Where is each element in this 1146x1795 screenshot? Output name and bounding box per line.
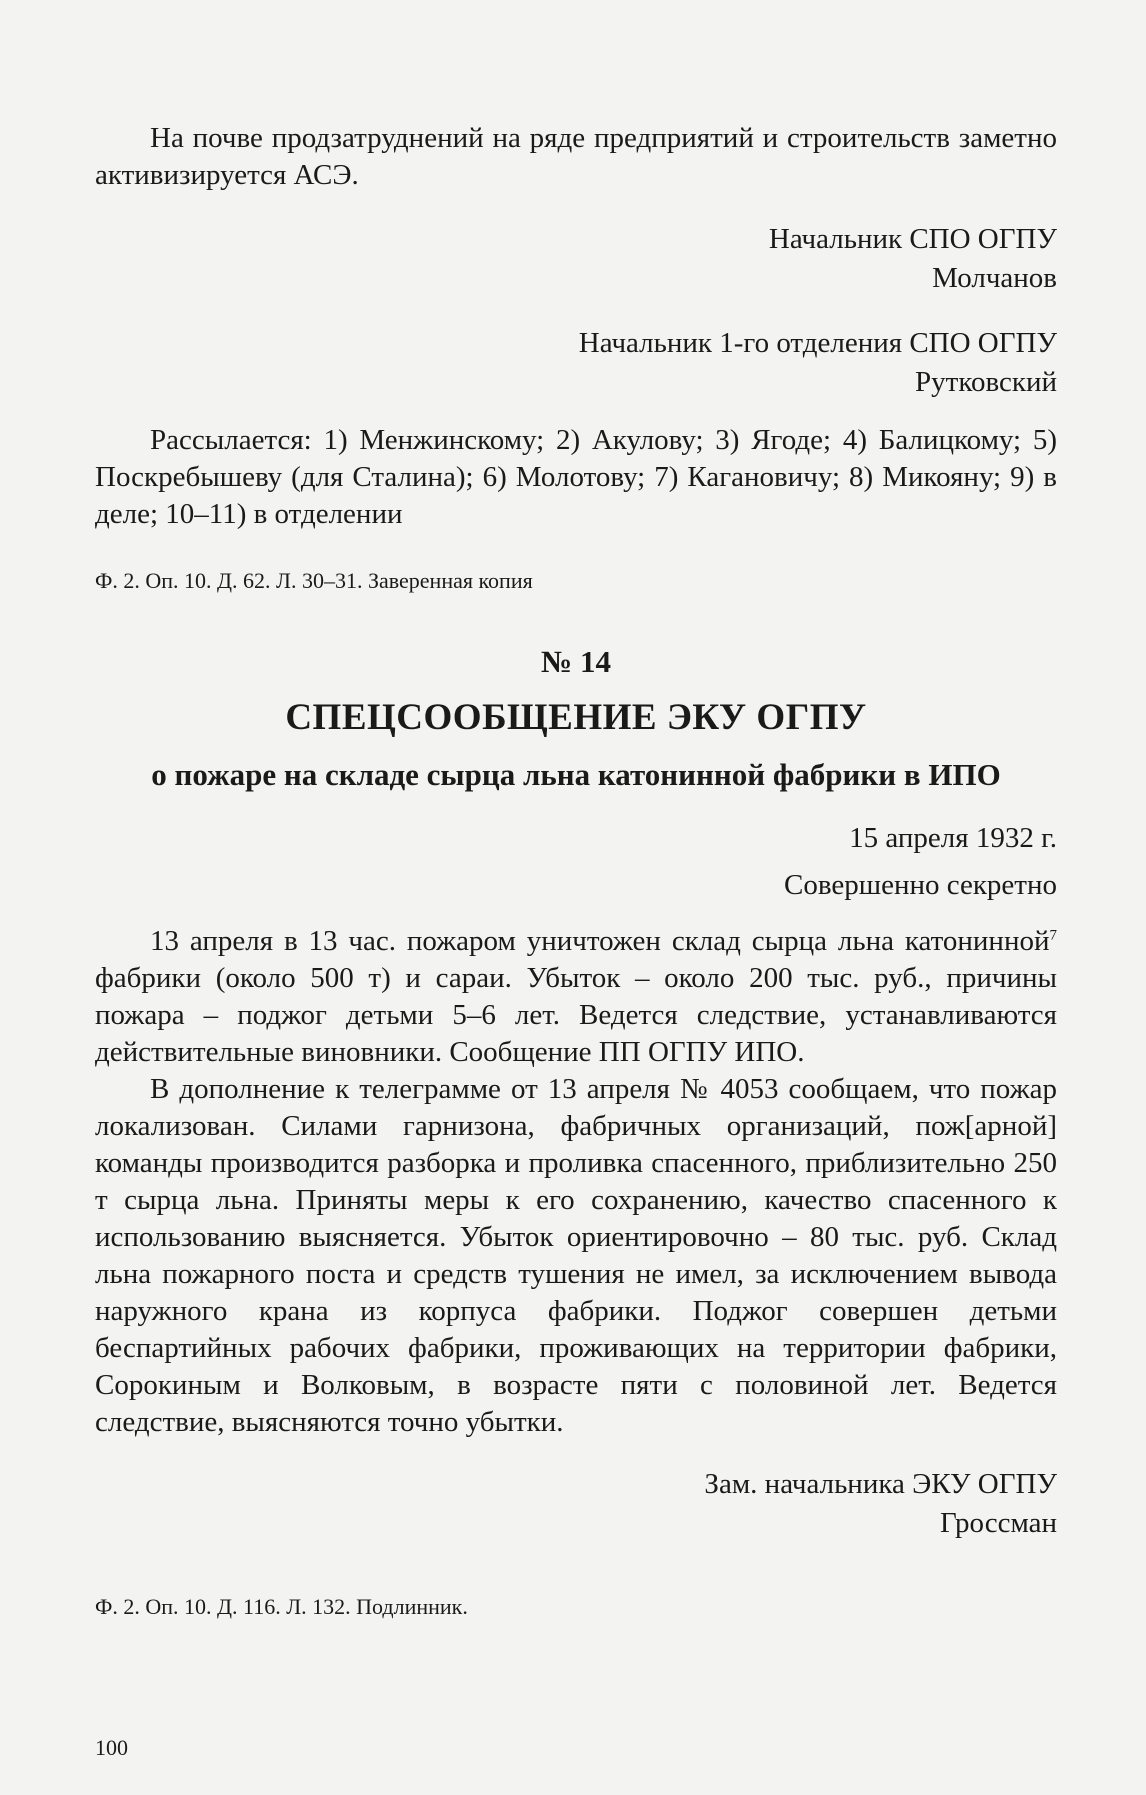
intro-paragraph: На почве продзатруднений на ряде предприятий и строительств заметно активизируется АСЭ. [95, 122, 1057, 191]
classification-stamp: Совершенно секретно [784, 869, 1057, 901]
signature-title: Начальник СПО ОГПУ [768, 223, 1057, 255]
paragraph-text: фабрики (около 500 т) и сараи. Убыток – около 200 тыс. руб., причины пожара – поджог детьми 5–6 лет. Ведется следствие, устанавливаются действительные виновники. Сообщение ПП ОГПУ ИПО. [95, 962, 1057, 1068]
signature-name: Молчанов [932, 262, 1057, 294]
signature-name: Гроссман [940, 1507, 1057, 1539]
document-title: СПЕЦСООБЩЕНИЕ ЭКУ ОГПУ [285, 697, 867, 738]
page-content [95, 120, 1057, 1621]
distribution-list: Рассылается: 1) Менжинскому; 2) Акулову; 3) Ягоде; 4) Балицкому; 5) Поскребышеву (для Сталина); 6) Молотову; 7) Кагановичу; 8) Микояну; 9) в деле; 10–11) в отделении [95, 424, 1057, 530]
signature-block-3 [95, 1465, 1057, 1543]
footnote-marker: 7 [1049, 927, 1057, 944]
archive-source: Ф. 2. Оп. 10. Д. 62. Л. 30–31. Заверенная копия [95, 568, 533, 593]
report-paragraph-2: В дополнение к телеграмме от 13 апреля № 4053 сообщаем, что пожар локализован. Силами гарнизона, фабричных организаций, пож[арной] команды производится разборка и проливка спасенного, приблизительно 250 т сырца льна. Приняты меры к его сохранению, качество спасенного к использованию выясняется. Убыток ориентировочно – 80 тыс. руб. Склад льна пожарного поста и средств тушения не имел, за исключением вывода наружного крана из корпуса фабрики. Поджог совершен детьми беспартийных рабочих фабрики, проживающих на территории фабрики, Сорокиным и Волковым, в возрасте пяти с половиной лет. Ведется следствие, выясняются точно убытки. [95, 1073, 1057, 1438]
report-paragraph-1 [95, 923, 1057, 1071]
page-number: 100 [95, 1735, 128, 1760]
signature-name: Рутковский [915, 366, 1057, 398]
signature-block-1 [95, 220, 1057, 298]
signature-title: Зам. начальника ЭКУ ОГПУ [704, 1468, 1057, 1500]
document-subtitle: о пожаре на складе сырца льна катонинной фабрики в ИПО [151, 757, 1001, 792]
signature-block-2 [95, 324, 1057, 402]
paragraph-text: 13 апреля в 13 час. пожаром уничтожен склад сырца льна катонинной [150, 925, 1050, 957]
document-number: № 14 [541, 644, 611, 679]
archive-source: Ф. 2. Оп. 10. Д. 116. Л. 132. Подлинник. [95, 1594, 468, 1619]
document-date: 15 апреля 1932 г. [849, 822, 1057, 854]
signature-title: Начальник 1-го отделения СПО ОГПУ [578, 327, 1057, 359]
